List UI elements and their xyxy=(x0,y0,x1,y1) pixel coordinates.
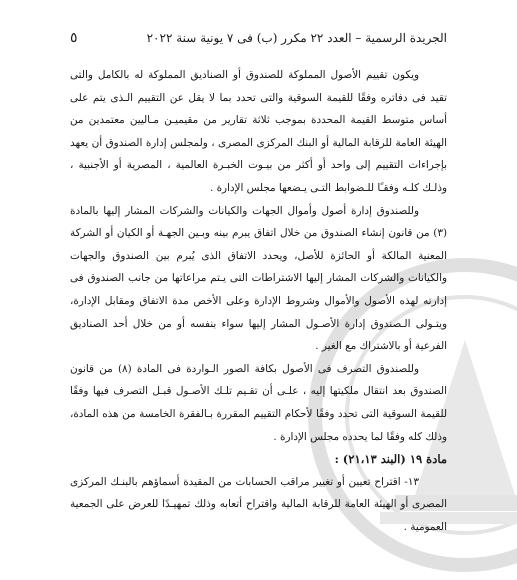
page-number: ٥ xyxy=(70,30,78,46)
header-title: الجريدة الرسمية – العدد ٢٢ مكرر (ب) فى ٧ يونية سنة ٢٠٢٢ xyxy=(146,31,447,45)
paragraph-asset-disposal: وللصندوق التصرف فى الأصول بكافة الصور الـواردة فى المادة (٨) من قانون الصندوق بعد انتقال ملكيتها إليه ، علـى أن تقـيم تلـك الأصـول قبـل التصرف فيها وفقًا للقيمة السوقية التى تحدد وفقًا لأحكام التقييم المقررة بـالفقرة الخامسة من هذه المادة، وذلك كله وفقًا لما يحدده مجلس الإدارة . xyxy=(70,362,447,443)
paragraph-asset-management: وللصندوق إدارة أصول وأموال الجهات والكيانات والشركات المشار إليها بالمادة (٣) من قانون إنشاء الصندوق من خلال اتفاق يبرم بينه وبـين الجهـة أو الكيان أو الشركة المعنية المالكة أو الحائزة للأصل، ويحدد الاتفاق الذى يُبرم بين الصندوق والجهات والكيانات والشركات المشار إليها الاشتراطات التى يـتم مراعاتها من جانب الصندوق فى إدارته لهذه الأصول والأموال وشروط الإدارة وعلى الأخص مدة الاتفاق ومقابل الإدارة، ويتـولى الـصندوق إدارة الأصـول المشار إليها سواء بنفسه أو من خلال أحد الصناديق الفرعية أو بالاشتراك مع الغير . xyxy=(70,204,447,353)
paragraph-auditor-appointment: ١٣- اقتراح تعيين أو تغيير مراقب الحسابات من المقيدة أسماؤهم بالبنـك المركزى المصرى أو الهيئة العامة للرقابة المالية واقتراح أتعابه وذلك تمهيـدًا للعرض على الجمعية العمومية . xyxy=(70,475,447,533)
document-body xyxy=(70,64,447,538)
article-title: مادة ١٩ (البند ٢١،١٣) : xyxy=(334,452,447,467)
paragraph-asset-valuation: ويكون تقييم الأصول المملوكة للصندوق أو الصناديق المملوكة له بالكامل والتى تقيد فى دفاتره وفقًا للقيمة السوقية والتى تحدد بما لا يقل عن التقييم الـذى يتم على أساس متوسط القيمة المحددة بموجب ثلاثة تقارير من مقيميـن مـاليين معتمدين من الهيئة العامة للرقابة المالية أو البنك المركزى المصرى ، ولمجلس إدارة الصندوق أن يعهد بإجراءات التقييم إلى واحد أو أكثر من بيـوت الخبـرة العالمية ، المصرية أو الأجنبية ، وذلـك كلـه وفقـًا للـضوابط التـى يـضعها مجلس الإدارة . xyxy=(70,69,447,194)
page-header xyxy=(70,30,447,46)
